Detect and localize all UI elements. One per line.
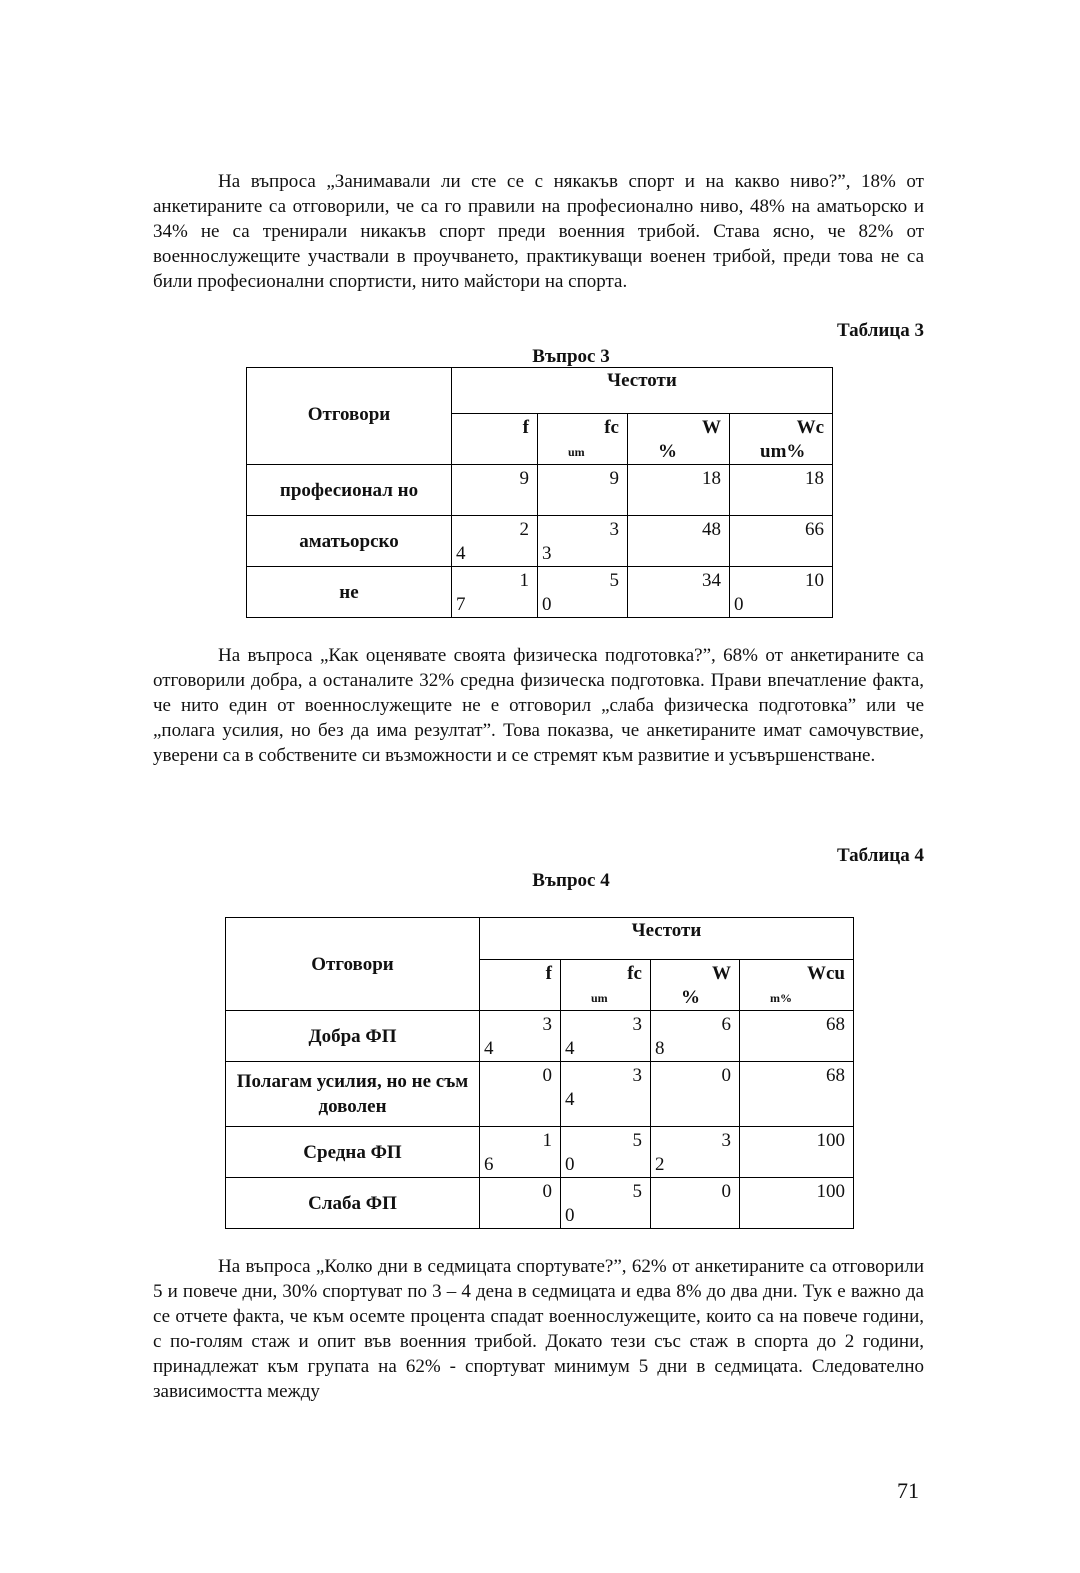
table-row (247, 465, 833, 516)
cell-value-line-1: 18 (805, 468, 824, 489)
table-cell (480, 1127, 561, 1178)
column-header (730, 414, 833, 465)
column-header (452, 414, 538, 465)
table-row (226, 1127, 854, 1178)
cell-value-line-1: 3 (609, 519, 619, 540)
table-cell (538, 465, 628, 516)
cell-value-line-1: 34 (702, 570, 721, 591)
cell-value-line-1: 0 (721, 1065, 731, 1086)
page-number: 71 (897, 1478, 919, 1503)
column-header (538, 414, 628, 465)
column-header (480, 960, 561, 1011)
column-header (651, 960, 740, 1011)
cell-value-line-1: 6 (721, 1014, 731, 1035)
column-header-symbol: Wcu (807, 963, 845, 984)
row-label: Полагам усилия, но не съм доволен (226, 1062, 480, 1127)
table-cell (561, 1127, 651, 1178)
cell-value-line-1: 68 (826, 1065, 845, 1086)
cell-value-line-1: 1 (519, 570, 529, 591)
frequencies-header: Честоти (480, 918, 854, 960)
table-cell (628, 567, 730, 618)
cell-value-line-2: 4 (456, 543, 466, 564)
table-cell (651, 1178, 740, 1229)
column-header-symbol: W (712, 963, 731, 984)
table-cell (561, 1011, 651, 1062)
cell-value-line-2: 8 (655, 1038, 665, 1059)
table-cell (480, 1011, 561, 1062)
table-cell (740, 1127, 854, 1178)
cell-value-line-1: 0 (542, 1181, 552, 1202)
table-3 (246, 367, 833, 618)
paragraph-physical-preparation: На въпроса „Как оценявате своята физическа подготовка?”, 68% от анкетираните са отговорили добра, а останалите 32% средна физическа подготовка. Прави впечатление факта, че нито един от военнослужещите не е отговорил „слаба физическа подготовка” или че „полага усилия, но без да има резултат”. Това показва, че анкетираните имат самочувствие, уверени са в собствените си възможности и се стремят към развитие и усъвършенстване. (153, 645, 924, 766)
answers-header: Отговори (226, 918, 480, 1011)
table-cell (730, 567, 833, 618)
cell-value-line-1: 5 (632, 1181, 642, 1202)
table-cell (452, 465, 538, 516)
table-row (226, 1062, 854, 1127)
column-header-suffix: m% (770, 991, 792, 1005)
table-3-caption: Таблица 3 (836, 320, 924, 341)
table-cell (452, 516, 538, 567)
cell-value-line-2: 0 (542, 594, 552, 615)
table-cell (628, 465, 730, 516)
table-cell (628, 516, 730, 567)
table-row (226, 1011, 854, 1062)
cell-value-line-1: 66 (805, 519, 824, 540)
column-header-suffix: % (681, 987, 700, 1008)
table-cell (538, 567, 628, 618)
cell-value-line-1: 0 (721, 1181, 731, 1202)
table-cell (730, 465, 833, 516)
table-cell (480, 1062, 561, 1127)
cell-value-line-1: 3 (632, 1065, 642, 1086)
table-cell (561, 1062, 651, 1127)
row-label: аматьорско (247, 516, 452, 567)
row-label: професионал но (247, 465, 452, 516)
table-cell (651, 1011, 740, 1062)
cell-value-line-2: 0 (565, 1205, 575, 1226)
table-cell (480, 1178, 561, 1229)
cell-value-line-1: 0 (542, 1065, 552, 1086)
paragraph-training-days: На въпроса „Колко дни в седмицата спортувате?”, 62% от анкетираните са отговорили 5 и повече дни, 30% спортуват по 3 – 4 дена в седмицата и едва 8% до два дни. Тук е важно да се отчете факта, че към осемте процента спадат военнослужещите, които са на повече години, с по-голям стаж и опит във военния трибой. Докато тези със стаж в спорта до 2 години, принадлежат към групата на 62% - спортуват минимум 5 дни в седмицата. Следователно зависимостта между (153, 1256, 924, 1402)
table-cell (561, 1178, 651, 1229)
table-cell (740, 1178, 854, 1229)
cell-value-line-2: 6 (484, 1154, 494, 1175)
cell-value-line-1: 1 (542, 1130, 552, 1151)
cell-value-line-1: 68 (826, 1014, 845, 1035)
cell-value-line-2: 7 (456, 594, 466, 615)
cell-value-line-2: 4 (565, 1038, 575, 1059)
column-header (628, 414, 730, 465)
cell-value-line-1: 48 (702, 519, 721, 540)
column-header-symbol: W (702, 417, 721, 438)
cell-value-line-1: 10 (805, 570, 824, 591)
cell-value-line-1: 5 (632, 1130, 642, 1151)
table-cell (740, 1011, 854, 1062)
cell-value-line-1: 3 (542, 1014, 552, 1035)
cell-value-line-2: 0 (734, 594, 744, 615)
cell-value-line-2: 3 (542, 543, 552, 564)
cell-value-line-2: 4 (565, 1089, 575, 1110)
table-cell (730, 516, 833, 567)
row-label: Слаба ФП (226, 1178, 480, 1229)
table-4 (225, 917, 854, 1229)
table-4-question: Въпрос 4 (532, 870, 610, 891)
column-header-suffix: um% (760, 441, 806, 462)
cell-value-line-1: 2 (519, 519, 529, 540)
table-cell (538, 516, 628, 567)
cell-value-line-1: 3 (721, 1130, 731, 1151)
column-header-symbol: f (522, 417, 529, 438)
table-cell (651, 1127, 740, 1178)
table-4-caption: Таблица 4 (836, 845, 924, 866)
table-row (247, 567, 833, 618)
cell-value-line-2: 4 (484, 1038, 494, 1059)
frequencies-header: Честоти (452, 368, 833, 414)
row-label: Добра ФП (226, 1011, 480, 1062)
cell-value-line-1: 9 (609, 468, 619, 489)
answers-header: Отговори (247, 368, 452, 465)
column-header-suffix: um (568, 445, 585, 459)
cell-value-line-1: 3 (632, 1014, 642, 1035)
column-header-symbol: fc (604, 417, 619, 438)
table-row (226, 1178, 854, 1229)
column-header-suffix: % (658, 441, 677, 462)
cell-value-line-2: 2 (655, 1154, 665, 1175)
column-header-symbol: fc (627, 963, 642, 984)
cell-value-line-1: 18 (702, 468, 721, 489)
row-label: не (247, 567, 452, 618)
table-cell (740, 1062, 854, 1127)
cell-value-line-1: 100 (816, 1181, 845, 1202)
column-header-suffix: um (591, 991, 608, 1005)
table-cell (651, 1062, 740, 1127)
cell-value-line-2: 0 (565, 1154, 575, 1175)
column-header-symbol: Wc (796, 417, 824, 438)
column-header (740, 960, 854, 1011)
column-header-symbol: f (545, 963, 552, 984)
paragraph-sport-level: На въпроса „Занимавали ли сте се с някакъв спорт и на какво ниво?”, 18% от анкетираните са отговорили, че са го правили на професионално ниво, 48% на аматьорско и 34% не са тренирали никакъв спорт преди военния трибой. Става ясно, че 82% от военнослужещите участвали в проучването, практикуващи военен трибой, преди това не са били професионални спортисти, нито майстори на спорта. (153, 171, 924, 292)
table-cell (452, 567, 538, 618)
table-row (247, 516, 833, 567)
cell-value-line-1: 5 (609, 570, 619, 591)
column-header (561, 960, 651, 1011)
cell-value-line-1: 100 (816, 1130, 845, 1151)
cell-value-line-1: 9 (519, 468, 529, 489)
row-label: Средна ФП (226, 1127, 480, 1178)
table-3-question: Въпрос 3 (532, 346, 610, 367)
